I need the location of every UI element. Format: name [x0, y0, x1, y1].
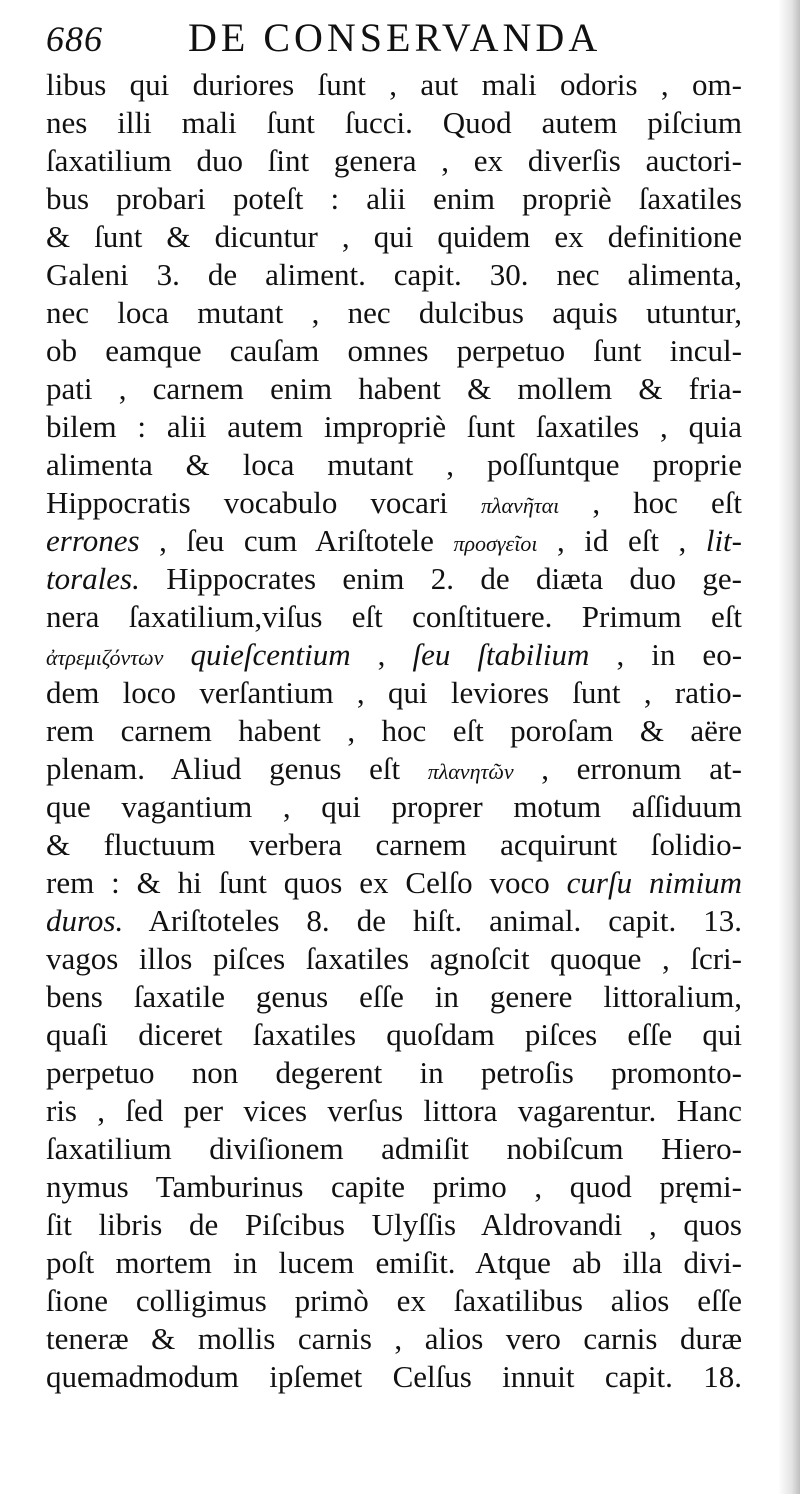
text-segment: dem loco verſantium , qui leviores ſunt , ratio- — [46, 675, 742, 710]
text-segment: , id eſt , — [537, 523, 706, 558]
text-line — [46, 1016, 742, 1054]
text-segment: nec loca mutant , nec dulcibus aquis utuntur, — [46, 295, 742, 330]
text-segment: rem carnem habent , hoc eſt poroſam & aëre — [46, 713, 742, 748]
text-line — [46, 484, 742, 522]
text-segment: pati , carnem enim habent & mollem & fria- — [46, 371, 742, 406]
greek-word: πλανητῶν — [427, 759, 514, 784]
text-segment: bens ſaxatile genus eſſe in genere littoralium, — [46, 979, 742, 1014]
text-line — [46, 636, 742, 674]
text-segment: Galeni 3. de aliment. capit. 30. nec alimenta, — [46, 257, 742, 292]
text-segment: ſaxatilium duo ſint genera , ex diverſis auctori- — [46, 143, 742, 178]
text-segment: Ariſtoteles 8. de hiſt. animal. capit. 13. — [123, 903, 742, 938]
text-line — [46, 294, 742, 332]
text-line — [46, 522, 742, 560]
text-segment: nymus Tamburinus capite primo , quod pręmi- — [46, 1169, 742, 1204]
text-line — [46, 1320, 742, 1358]
text-line — [46, 902, 742, 940]
text-line — [46, 712, 742, 750]
text-line — [46, 1282, 742, 1320]
text-segment: , — [350, 637, 413, 672]
text-line — [46, 560, 742, 598]
text-line — [46, 180, 742, 218]
text-line — [46, 598, 742, 636]
text-segment: poſt mortem in lucem emiſit. Atque ab illa divi- — [46, 1245, 742, 1280]
text-line — [46, 104, 742, 142]
text-segment: Hippocrates enim 2. de diæta duo ge- — [139, 561, 742, 596]
text-segment: & ſunt & dicuntur , qui quidem ex definitione — [46, 219, 742, 254]
text-segment: quaſi diceret ſaxatiles quoſdam piſces eſſe qui — [46, 1017, 742, 1052]
text-line — [46, 370, 742, 408]
text-segment: , hoc eſt — [559, 485, 742, 520]
text-line — [46, 826, 742, 864]
text-line — [46, 256, 742, 294]
text-line — [46, 940, 742, 978]
greek-word: πλανῆται — [480, 493, 560, 518]
text-segment: nes illi mali ſunt ſucci. Quod autem piſcium — [46, 105, 742, 140]
text-line — [46, 1092, 742, 1130]
page-number: 686 — [46, 19, 103, 59]
body-text — [46, 66, 742, 1396]
text-line — [46, 218, 742, 256]
italic-text: lit- — [705, 523, 742, 558]
text-line — [46, 142, 742, 180]
italic-text: errones — [46, 523, 140, 558]
text-segment: , erronum at- — [513, 751, 742, 786]
text-segment: nera ſaxatilium,viſus eſt conſtituere. Primum eſt — [46, 599, 742, 634]
greek-word: ἀτρεμιζόντων — [46, 645, 164, 670]
text-segment: ſaxatilium diviſionem admiſit nobiſcum Hiero- — [46, 1131, 742, 1166]
text-line — [46, 66, 742, 104]
text-segment — [163, 637, 190, 672]
text-line — [46, 978, 742, 1016]
text-segment: perpetuo non degerent in petroſis promonto- — [46, 1055, 742, 1090]
text-line — [46, 1130, 742, 1168]
running-title: DE CONSERVANDA — [188, 15, 602, 60]
italic-text: duros. — [46, 903, 124, 938]
italic-text: curſu nimium — [566, 865, 742, 900]
text-line — [46, 1168, 742, 1206]
text-segment: ob eamque cauſam omnes perpetuo ſunt incul- — [46, 333, 742, 368]
page-header — [46, 14, 666, 62]
text-line — [46, 1206, 742, 1244]
text-line — [46, 1054, 742, 1092]
italic-text: quieſcentium — [190, 637, 351, 672]
text-segment: teneræ & mollis carnis , alios vero carnis duræ — [46, 1321, 742, 1356]
text-line — [46, 1358, 742, 1396]
text-segment: , ſeu cum Ariſtotele — [139, 523, 454, 558]
text-segment: ſit libris de Piſcibus Ulyſſis Aldrovandi , quos — [46, 1207, 742, 1242]
text-segment: , in eo- — [589, 637, 742, 672]
text-line — [46, 864, 742, 902]
text-segment: & fluctuum verbera carnem acquirunt ſolidio- — [46, 827, 742, 862]
italic-text: ſeu ſtabilium — [412, 637, 590, 672]
text-segment: libus qui duriores ſunt , aut mali odoris , om- — [46, 67, 742, 102]
text-segment: rem : & hi ſunt quos ex Celſo voco — [46, 865, 567, 900]
text-segment: plenam. Aliud genus eſt — [46, 751, 428, 786]
text-segment: bus probari poteſt : alii enim propriè ſaxatiles — [46, 181, 742, 216]
text-segment: quemadmodum ipſemet Celſus innuit capit. 18. — [46, 1359, 742, 1394]
text-segment: que vagantium , qui proprer motum aſſiduum — [46, 789, 742, 824]
text-line — [46, 674, 742, 712]
text-segment: vagos illos piſces ſaxatiles agnoſcit quoque , ſcri- — [46, 941, 742, 976]
italic-text: torales. — [46, 561, 140, 596]
text-line — [46, 446, 742, 484]
text-segment: ſione colligimus primò ex ſaxatilibus alios eſſe — [46, 1283, 742, 1318]
text-line — [46, 332, 742, 370]
text-line — [46, 750, 742, 788]
text-segment: Hippocratis vocabulo vocari — [46, 485, 481, 520]
text-line — [46, 1244, 742, 1282]
text-segment: ris , ſed per vices verſus littora vagarentur. Hanc — [46, 1093, 742, 1128]
text-segment: bilem : alii autem impropriè ſunt ſaxatiles , quia — [46, 409, 742, 444]
text-segment: alimenta & loca mutant , poſſuntque proprie — [46, 447, 742, 482]
greek-word: προσγεῖοι — [453, 531, 538, 556]
text-line — [46, 788, 742, 826]
text-line — [46, 408, 742, 446]
